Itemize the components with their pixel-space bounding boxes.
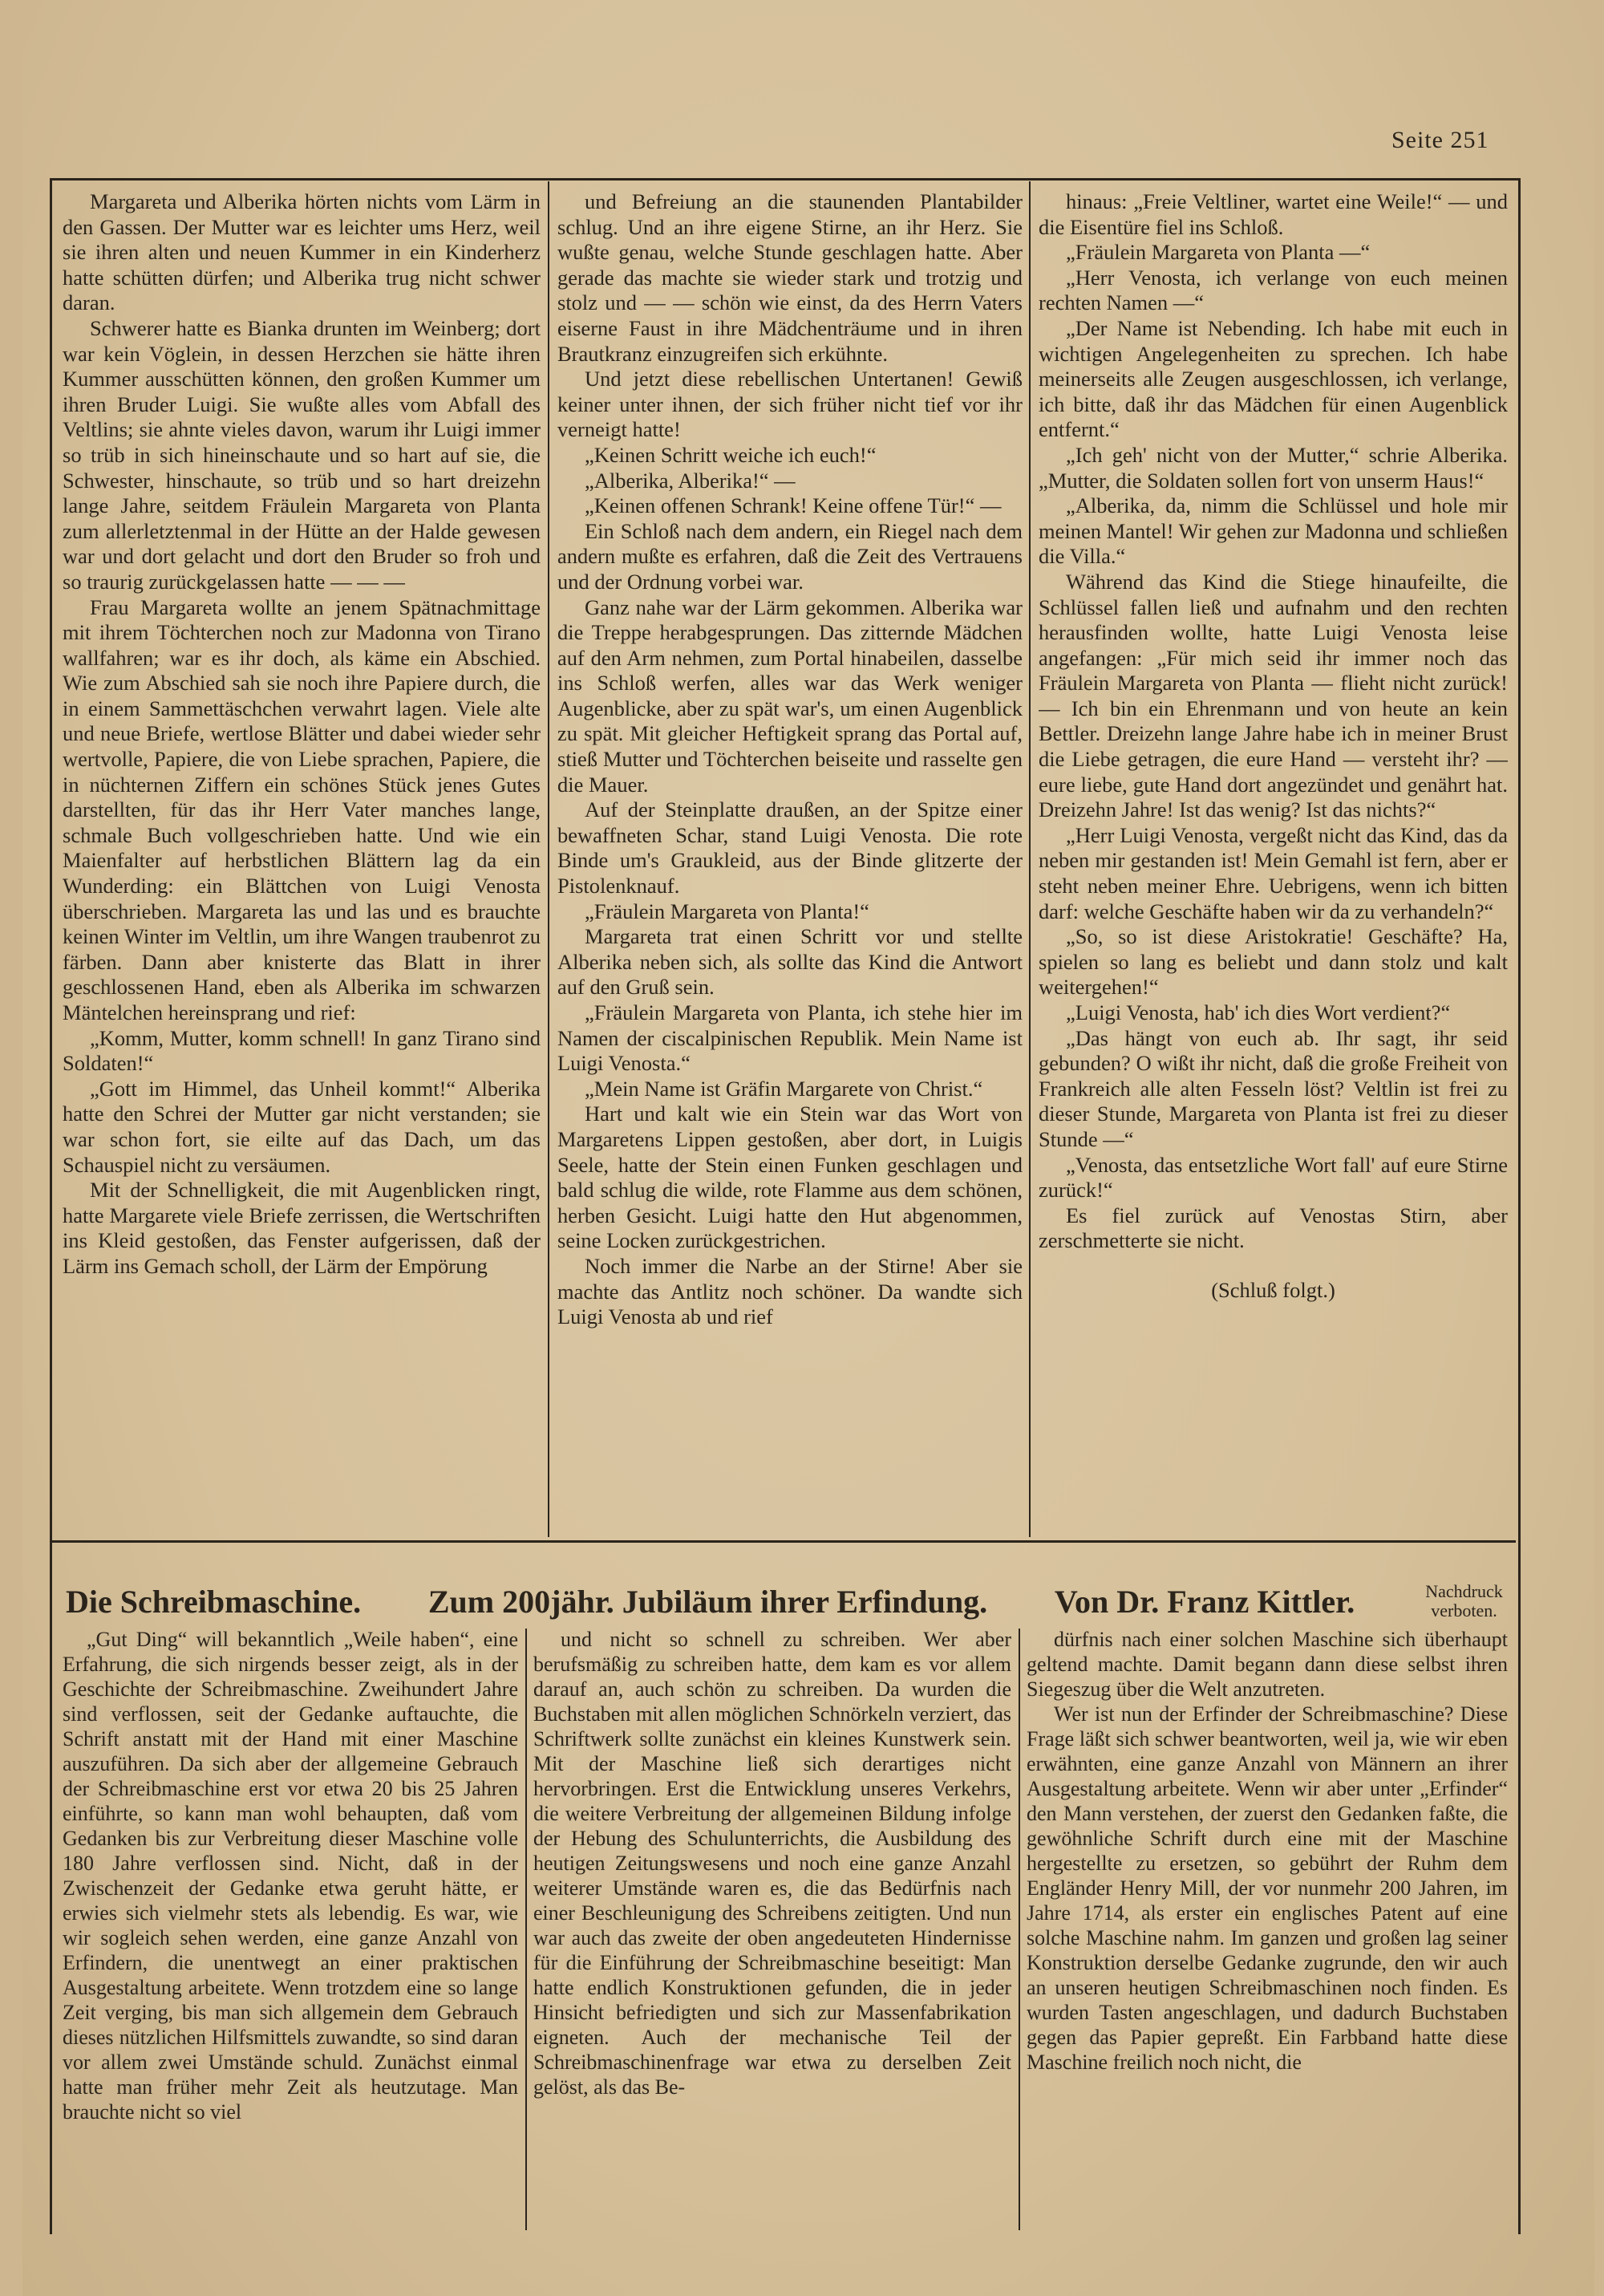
paragraph: Margareta und Alberika hörten nichts vom Lärm in den Gassen. Der Mutter war es leichter ums Herz, weil sie ihren alten und neuen Kummer in ein Kinderherz hatte schütten dürfen; und Alberika trug nicht schwer daran. <box>63 189 541 315</box>
section-divider <box>51 1540 1516 1543</box>
paragraph: Es fiel zurück auf Venostas Stirn, aber zerschmetterte sie nicht. <box>1039 1203 1508 1253</box>
paragraph: „Luigi Venosta, hab' ich dies Wort verdient?“ <box>1066 1000 1451 1024</box>
page-number: Seite 251 <box>1391 127 1489 153</box>
paragraph: „Venosta, das entsetzliche Wort fall' auf eure Stirne zurück!“ <box>1039 1152 1508 1203</box>
paragraph: dürfnis nach einer solchen Maschine sich überhaupt geltend machte. Damit begann dann diese selbst ihren Siegeszug über die Welt anzutreten. <box>1027 1628 1508 1701</box>
paragraph: „Mein Name ist Gräfin Margarete von Christ.“ <box>585 1076 983 1101</box>
paragraph: „Fräulein Margareta von Planta, ich stehe hier im Namen der ciscalpinischen Republik. Mein Name ist Luigi Venosta.“ <box>557 1000 1023 1076</box>
paragraph: und nicht so schnell zu schreiben. Wer aber berufsmäßig zu schreiben hatte, dem kam es vor allem darauf an, auch schön zu schreiben. Da wurden die Buchstaben mit allen möglichen Schnörkeln verziert, das Schriftwerk sollte zunächst ein kleines Kunstwerk sein. Mit der Maschine ließ sich derartiges nicht hervorbringen. Erst die Entwicklung unseres Verkehrs, die weitere Verbreitung der allgemeinen Bildung infolge der Hebung des Schulunterrichts, die Ausbildung des heutigen Zeitungswesens und noch eine ganze Anzahl weiterer Umstände waren es, die das Bedürfnis nach einer Beschleunigung des Schreibens zeitigten. Und nun war auch das zweite der oben angedeuteten Hindernisse für die Einführung der Schreibmaschine beseitigt: Man hatte endlich Konstruktionen gefunden, die in jeder Hinsicht befriedigten und sich zur Massenfabrikation eigneten. Auch der mechanische Teil der Schreibmaschinenfrage war etwa zu derselben Zeit gelöst, als das Be- <box>533 1628 1011 2099</box>
story-column-3 <box>1039 189 1508 1533</box>
paragraph: Mit der Schnelligkeit, die mit Augenblicken ringt, hatte Margarete viele Briefe zerrissen, die Wertschriften ins Kleid gestoßen, das Fenster aufgerissen, daß der Lärm ins Gemach scholl, der Lärm der Empörung <box>63 1178 541 1278</box>
paragraph: Frau Margareta wollte an jenem Spätnachmittage mit ihrem Töchterchen noch zur Madonna von Tirano wallfahren; war es ihr doch, als käme ein Abschied. Wie zum Abschied sah sie noch ihre Papiere durch, die in einem Sammettäschchen verwahrt lagen. Viele alte und neue Briefe, wertlose Blätter und dabei wieder sehr wertvolle, Papiere, die von Liebe sprachen, Papiere, die in nüchternen Ziffern ein schönes Stück jenes Gutes darstellten, für das ihr Herr Vater manches lange, schmale Buch vollgeschrieben hatte. Und wie ein Maienfalter auf herbstlichen Blättern lag da ein Wunderding: ein Blättchen von Luigi Venosta überschrieben. Margareta las und las und es brauchte keinen Winter im Veltlin, um ihre Wangen traubenrot zu färben. Dann aber knisterte das Blatt in ihrer geschlossenen Hand, eben als Alberika im schwarzen Mäntelchen hereinsprang und rief: <box>63 594 541 1024</box>
paragraph: „Gott im Himmel, das Unheil kommt!“ Alberika hatte den Schrei der Mutter gar nicht verstanden; sie war schon fort, sie eilte auf das Dach, um das Schauspiel nicht zu versäumen. <box>63 1076 541 1177</box>
paragraph: „So, so ist diese Aristokratie! Geschäfte? Ha, spielen so lang es beliebt und dann stolz und kalt weitergehen!“ <box>1039 924 1508 1000</box>
headline-subtitle: Zum 200jähr. Jubiläum ihrer Erfindung. <box>427 1584 988 1620</box>
paragraph: „Alberika, Alberika!“ — <box>585 468 796 493</box>
column-divider <box>1029 181 1031 1537</box>
story-column-1 <box>63 189 541 1533</box>
paragraph: und Befreiung an die staunenden Plantabilder schlug. Und an ihre eigene Stirne, an ihr Herz. Sie wußte genau, welche Stunde geschlagen hatte. Aber gerade das machte sie wieder stark und trotzig und stolz und — — schön wie einst, da des Herrn Vaters eiserne Faust in ihre Mädchenträume und in ihren Brautkranz einzugreifen sich erkühnte. <box>557 189 1023 366</box>
paragraph: Wer ist nun der Erfinder der Schreibmaschine? Diese Frage läßt sich schwer beantworten, weil ja, wie wir eben erwähnten, eine ganze Anzahl von Männern an ihrer Ausgestaltung arbeitete. Wenn wir aber unter „Erfinder“ den Mann verstehen, der zuerst den Gedanken faßte, die gewöhnliche Schrift durch eine mit der Maschine hergestellte zu ersetzen, so gebührt der Ruhm dem Engländer Henry Mill, der vor nunmehr 200 Jahren, im Jahre 1714, als erster ein englisches Patent auf eine solche Maschine nahm. Im ganzen und großen lag seiner Konstruktion derselbe Gedanke zugrunde, den wir auch an unseren heutigen Schreibmaschinen noch finden. Es wurden Tasten angeschlagen, und dadurch Buchstaben gegen das Papier gepreßt. Ein Farbband hatte diese Maschine freilich noch nicht, die <box>1027 1702 1508 2074</box>
article-headline <box>66 1564 1506 1621</box>
paragraph: „Fräulein Margareta von Planta —“ <box>1066 240 1371 265</box>
paragraph: Noch immer die Narbe an der Stirne! Aber sie machte das Antlitz noch schöner. Da wandte sich Luigi Venosta ab und rief <box>557 1253 1023 1329</box>
paragraph: Hart und kalt wie ein Stein war das Wort von Margaretens Lippen gestoßen, aber dort, in Luigis Seele, hatte der Stein einen Funken geschlagen und bald schlug die wilde, rote Flamme aus dem schönen, herben Gesicht. Luigi hatte den Hut abgenommen, seine Locken zurückgestrichen. <box>557 1101 1023 1253</box>
paragraph: „Herr Luigi Venosta, vergeßt nicht das Kind, das da neben mir gestanden ist! Mein Gemahl ist fern, aber er steht neben meiner Ehre. Uebrigens, wenn ich bitten darf: welche Geschäfte haben wir da zu verhandeln?“ <box>1039 822 1508 923</box>
story-column-2 <box>557 189 1023 1533</box>
headline-author: Von Dr. Franz Kittler. <box>1054 1584 1355 1620</box>
paragraph: „Das hängt von euch ab. Ihr sagt, ihr seid gebunden? O wißt ihr nicht, daß die große Freiheit von Frankreich alle alten Fesseln löst? Veltlin ist frei zu dieser Stunde, Margareta von Planta ist frei zu dieser Stunde —“ <box>1039 1025 1508 1151</box>
article-column-3 <box>1027 1627 1508 2229</box>
continued-note: (Schluß folgt.) <box>1211 1277 1335 1302</box>
column-divider <box>548 181 549 1537</box>
paragraph: Schwerer hatte es Bianka drunten im Weinberg; dort war kein Vöglein, in dessen Herzchen sie hätte ihren Kummer ausschütten können, den großen Kummer um ihren Bruder Luigi. Sie wußte alles vom Abfall des Veltlins; sie ahnte vieles davon, warum ihr Luigi immer so trüb in sich hineinschaute und so hart auf sie, die Schwester, hinschaute, so trüb und so hart dreizehn lange Jahre, seitdem Fräulein Margareta von Planta zum allerletztenmal in der Hütte an der Halde gewesen war und dort gelacht und dort den Bruder so froh und so traurig zurückgelassen hatte — — — <box>63 315 541 594</box>
paragraph: „Ich geh' nicht von der Mutter,“ schrie Alberika. „Mutter, die Soldaten sollen fort von unserm Haus!“ <box>1039 442 1508 493</box>
paragraph: hinaus: „Freie Veltliner, wartet eine Weile!“ — und die Eisentüre fiel ins Schloß. <box>1039 189 1508 239</box>
column-divider <box>525 1629 527 2230</box>
paragraph: „Herr Venosta, ich verlange von euch meinen rechten Namen —“ <box>1039 265 1508 315</box>
paragraph: Auf der Steinplatte draußen, an der Spitze einer bewaffneten Schar, stand Luigi Venosta. Die rote Binde um's Graukleid, aus der Binde glitzerte der Pistolenknauf. <box>557 797 1023 899</box>
article-column-2 <box>533 1627 1011 2229</box>
paragraph: „Keinen offenen Schrank! Keine offene Tür!“ — <box>585 493 1002 518</box>
reprint-notice: Nachdruck verboten. <box>1425 1581 1503 1621</box>
paragraph: Und jetzt diese rebellischen Untertanen! Gewiß keiner unter ihnen, der sich früher nicht tief vor ihr verneigt hatte! <box>557 367 1023 442</box>
paragraph: Ein Schloß nach dem andern, ein Riegel nach dem andern mußte es erfahren, daß die Zeit des Vertrauens und der Ordnung vorbei war. <box>557 518 1023 594</box>
headline-title: Die Schreibmaschine. <box>66 1584 362 1620</box>
column-divider <box>1019 1629 1020 2230</box>
paragraph: Ganz nahe war der Lärm gekommen. Alberika war die Treppe herabgesprungen. Das zitternde Mädchen auf den Arm nehmen, zum Portal hinabeilen, dasselbe ins Schloß werfen, alles war das Werk weniger Augenblicke, aber zu spät war's, um einen Augenblick zu spät. Mit gleicher Heftigkeit sprang das Portal auf, stieß Mutter und Töchterchen beiseite und rasselte gen die Mauer. <box>557 594 1023 797</box>
paragraph: Margareta trat einen Schritt vor und stellte Alberika neben sich, als sollte das Kind die Antwort auf den Gruß sein. <box>557 924 1023 1000</box>
paragraph: „Alberika, da, nimm die Schlüssel und hole mir meinen Mantel! Wir gehen zur Madonna und schließen die Villa.“ <box>1039 493 1508 569</box>
paragraph: „Fräulein Margareta von Planta!“ <box>585 899 869 923</box>
paragraph: „Der Name ist Nebending. Ich habe mit euch in wichtigen Angelegenheiten zu sprechen. Ich habe meinerseits alle Zeugen ausgeschlossen, ich verlange, ich bitte, daß ihr das Mädchen für einen Augenblick entfernt.“ <box>1039 315 1508 442</box>
paragraph: „Komm, Mutter, komm schnell! In ganz Tirano sind Soldaten!“ <box>63 1025 541 1076</box>
paragraph: „Gut Ding“ will bekanntlich „Weile haben“, eine Erfahrung, die sich nirgends besser zeigt, als in der Geschichte der Schreibmaschine. Zweihundert Jahre sind verflossen, seit der Gedanke auftauchte, die Schrift anstatt mit der Hand mit einer Maschine auszuführen. Da sich aber der allgemeine Gebrauch der Schreibmaschine erst vor etwa 20 bis 25 Jahren einführte, so kann man wohl behaupten, daß vom Gedanken bis zur Verbreitung dieser Maschine volle 180 Jahre verflossen sind. Nicht, daß in der Zwischenzeit der Gedanke etwa geruht hätte, er erwies sich vielmehr stets als lebendig. Es war, wie wir sogleich sehen werden, eine ganze Anzahl von Erfindern, die unentwegt an einer praktischen Ausgestaltung arbeitete. Wenn trotzdem eine so lange Zeit verging, bis man sich allgemein dem Gebrauch dieses nützlichen Hilfsmittels zuwandte, so sind daran vor allem zwei Umstände schuld. Zunächst einmal hatte man früher mehr Zeit als heutzutage. Man brauchte nicht so viel <box>63 1628 518 2124</box>
article-column-1 <box>63 1627 518 2229</box>
paragraph: „Keinen Schritt weiche ich euch!“ <box>585 442 877 467</box>
paragraph: Während das Kind die Stiege hinaufeilte, die Schlüssel fallen ließ und aufnahm und den rechten herausfinden wollte, hatte Luigi Venosta leise angefangen: „Für mich seid ihr immer noch das Fräulein Margareta von Planta — flieht nicht zurück! — Ich bin ein Ehrenmann und von heute an kein Bettler. Dreizehn lange Jahre habe ich in meiner Brust die Liebe getragen, die eure Hand — versteht ihr? — eure liebe, gute Hand dort angezündet und genährt hat. Dreizehn Jahre! Ist das wenig? Ist das nichts?“ <box>1039 569 1508 822</box>
